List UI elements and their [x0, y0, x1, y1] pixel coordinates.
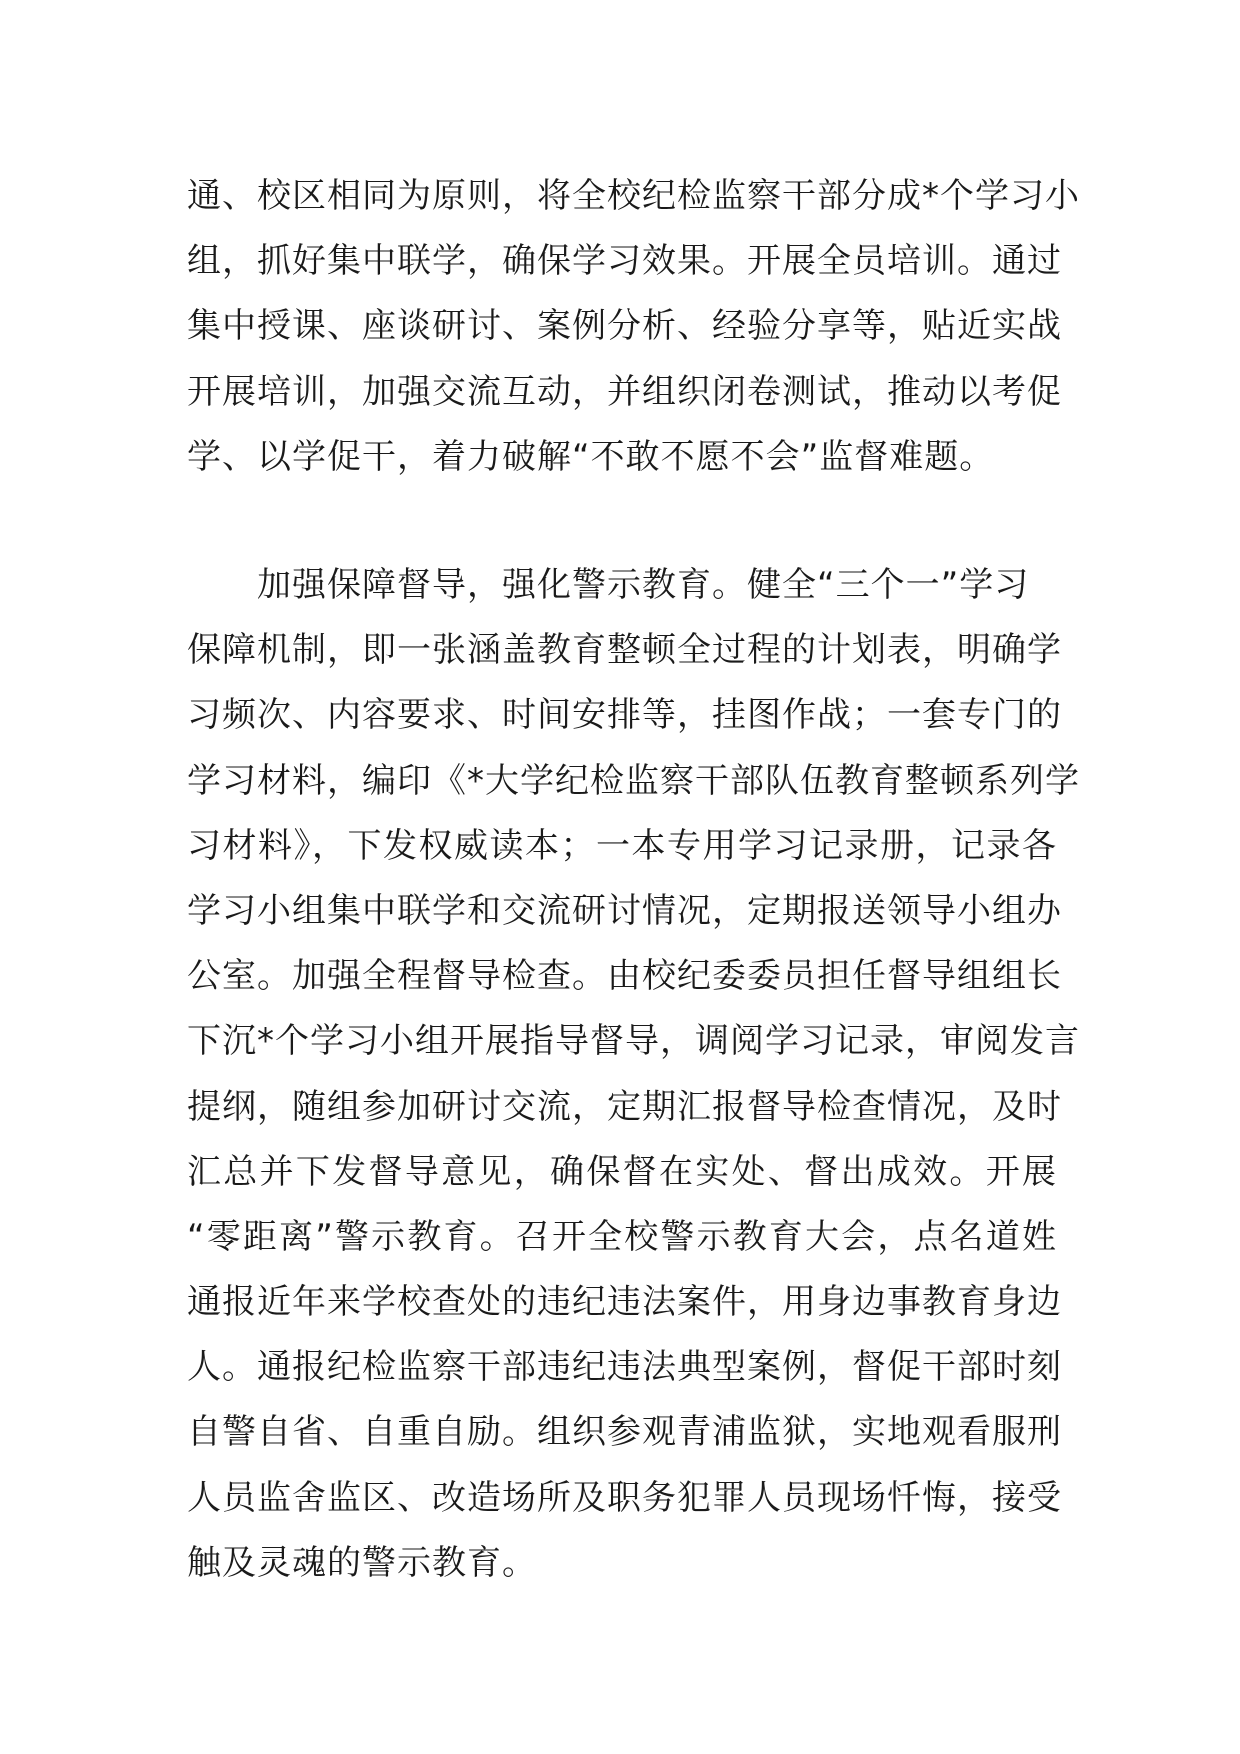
paragraph-2 [187, 553, 1080, 1596]
paragraph-line: 自警自省、自重自励。组织参观青浦监狱，实地观看服刑 [187, 1412, 1062, 1453]
paragraph-line: 保障机制，即一张涵盖教育整顿全过程的计划表，明确学 [187, 630, 1062, 671]
paragraph-line: 学、以学促干，着力破解“不敢不愿不会”监督难题。 [187, 436, 995, 477]
paragraph-line: 学习小组集中联学和交流研讨情况，定期报送领导小组办 [187, 890, 1062, 931]
paragraph-line: 组，抓好集中联学，确保学习效果。开展全员培训。通过 [187, 241, 1062, 282]
paragraph-line: 习材料》，下发权威读本；一本专用学习记录册，记录各 [187, 825, 1057, 866]
paragraph-line: “零距离”警示教育。召开全校警示教育大会，点名道姓 [187, 1216, 1057, 1257]
paragraph-line: 触及灵魂的警示教育。 [187, 1542, 537, 1583]
paragraph-line: 人。通报纪检监察干部违纪违法典型案例，督促干部时刻 [187, 1347, 1062, 1388]
paragraph-line: 汇总并下发督导意见，确保督在实处、督出成效。开展 [187, 1151, 1057, 1192]
paragraph-line: 开展培训，加强交流互动，并组织闭卷测试，推动以考促 [187, 371, 1062, 412]
paragraph-line: 提纲，随组参加研讨交流，定期汇报督导检查情况，及时 [187, 1086, 1062, 1127]
paragraph-line: 加强保障督导，强化警示教育。健全“三个一”学习 [187, 565, 1030, 605]
paragraph-line: 习频次、内容要求、时间安排等，挂图作战；一套专门的 [187, 695, 1062, 736]
paragraph-line: 学习材料，编印《*大学纪检监察干部队伍教育整顿系列学 [187, 760, 1080, 801]
paragraph-line: 集中授课、座谈研讨、案例分析、经验分享等，贴近实战 [187, 306, 1062, 347]
paragraph-line: 公室。加强全程督导检查。由校纪委委员担任督导组组长 [187, 956, 1062, 997]
paragraph-line: 通、校区相同为原则，将全校纪检监察干部分成*个学习小 [187, 176, 1080, 216]
paragraph-line: 人员监舍监区、改造场所及职务犯罪人员现场忏悔，接受 [187, 1477, 1062, 1518]
paragraph-line: 通报近年来学校查处的违纪违法案件，用身边事教育身边 [187, 1282, 1062, 1323]
paragraph-1 [187, 164, 1080, 490]
paragraph-line: 下沉*个学习小组开展指导督导，调阅学习记录，审阅发言 [187, 1021, 1080, 1062]
